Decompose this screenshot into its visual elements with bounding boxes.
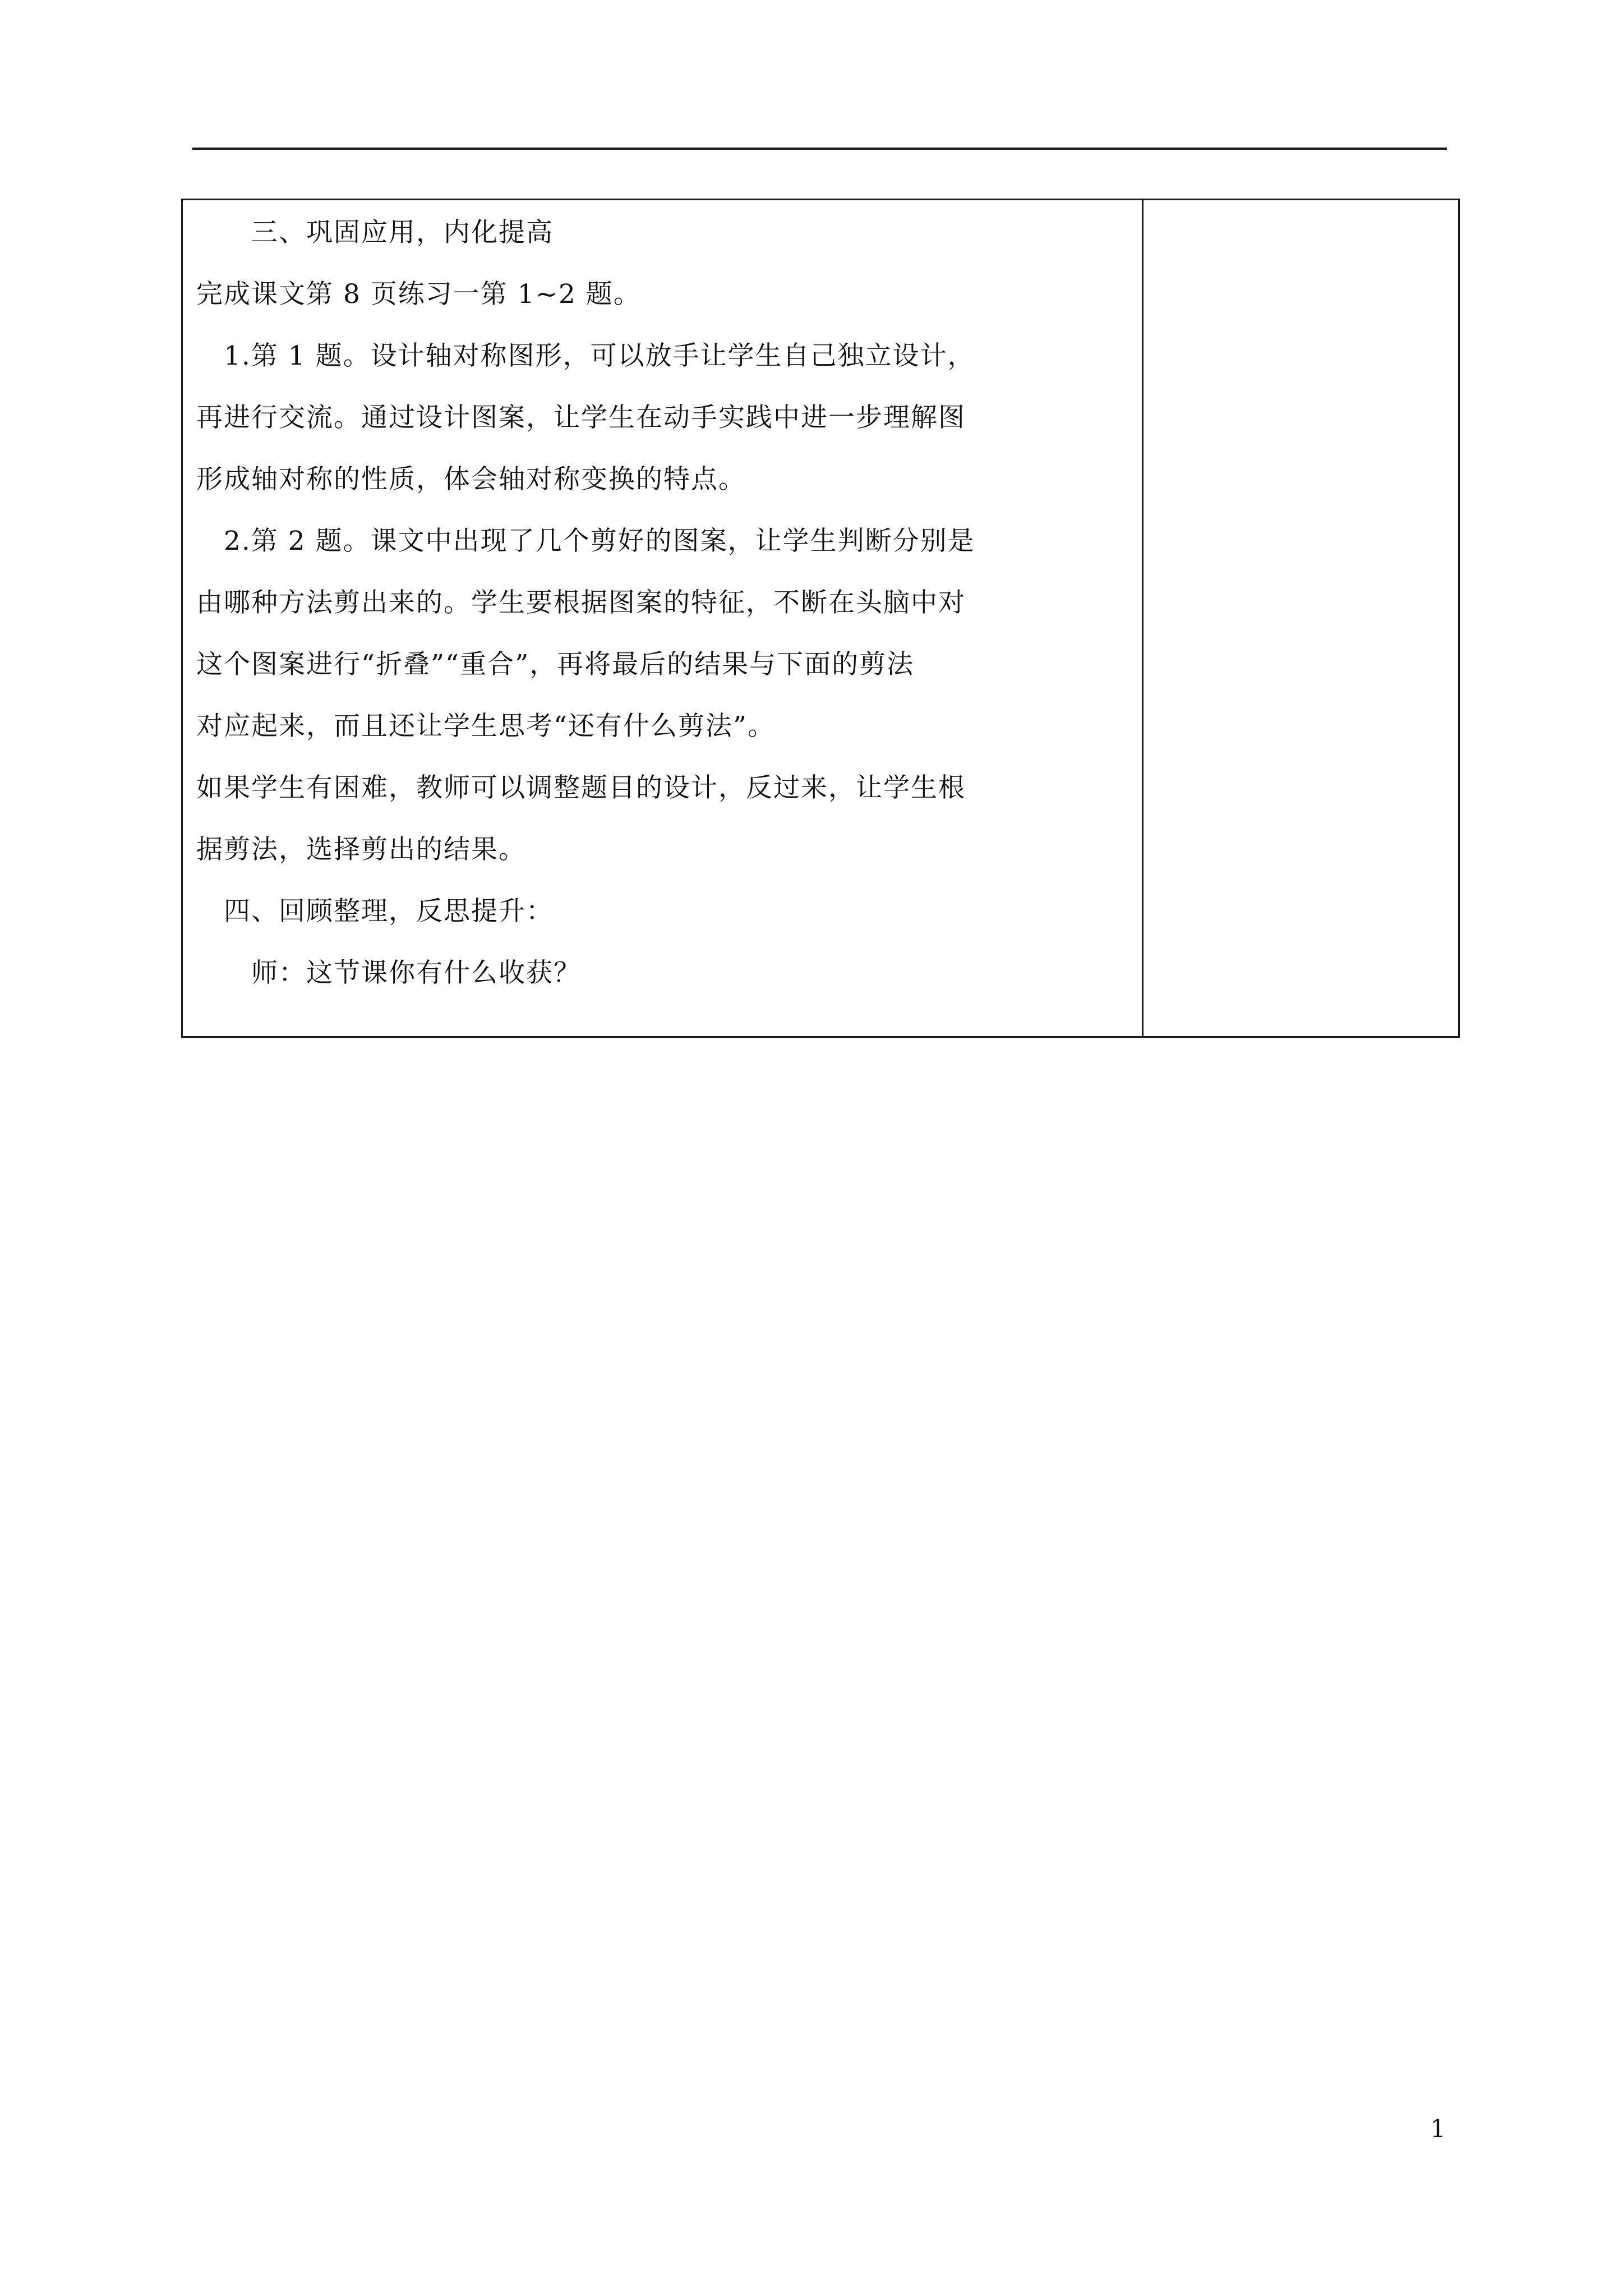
text-line: 形成轴对称的性质，体会轴对称变换的特点。 xyxy=(196,464,746,495)
text-line: 师：这节课你有什么收获？ xyxy=(196,958,581,988)
notes-cell xyxy=(1144,200,1458,1036)
text-line: 由哪种方法剪出来的。学生要根据图案的特征，不断在头脑中对 xyxy=(196,587,966,618)
header-rule xyxy=(192,148,1447,150)
text-line: 2.第 2 题。课文中出现了几个剪好的图案，让学生判断分别是 xyxy=(196,526,975,556)
lesson-content-cell xyxy=(183,200,1144,1036)
lesson-table xyxy=(181,199,1460,1038)
text-line: 对应起来，而且还让学生思考“还有什么剪法”。 xyxy=(196,711,776,742)
text-line: 如果学生有困难，教师可以调整题目的设计，反过来，让学生根 xyxy=(196,772,966,803)
section-heading-consolidate: 三、巩固应用，内化提高 xyxy=(196,217,554,248)
text-line: 1.第 1 题。设计轴对称图形，可以放手让学生自己独立设计， xyxy=(196,341,975,371)
text-line: 据剪法，选择剪出的结果。 xyxy=(196,834,526,865)
text-line: 这个图案进行“折叠”“重合”，再将最后的结果与下面的剪法 xyxy=(196,649,915,680)
section-heading-review: 四、回顾整理，反思提升： xyxy=(196,896,554,927)
page-number: 1 xyxy=(1430,2115,1446,2143)
text-line: 完成课文第 8 页练习一第 1~2 题。 xyxy=(196,279,641,310)
text-line: 再进行交流。通过设计图案，让学生在动手实践中进一步理解图 xyxy=(196,402,966,433)
